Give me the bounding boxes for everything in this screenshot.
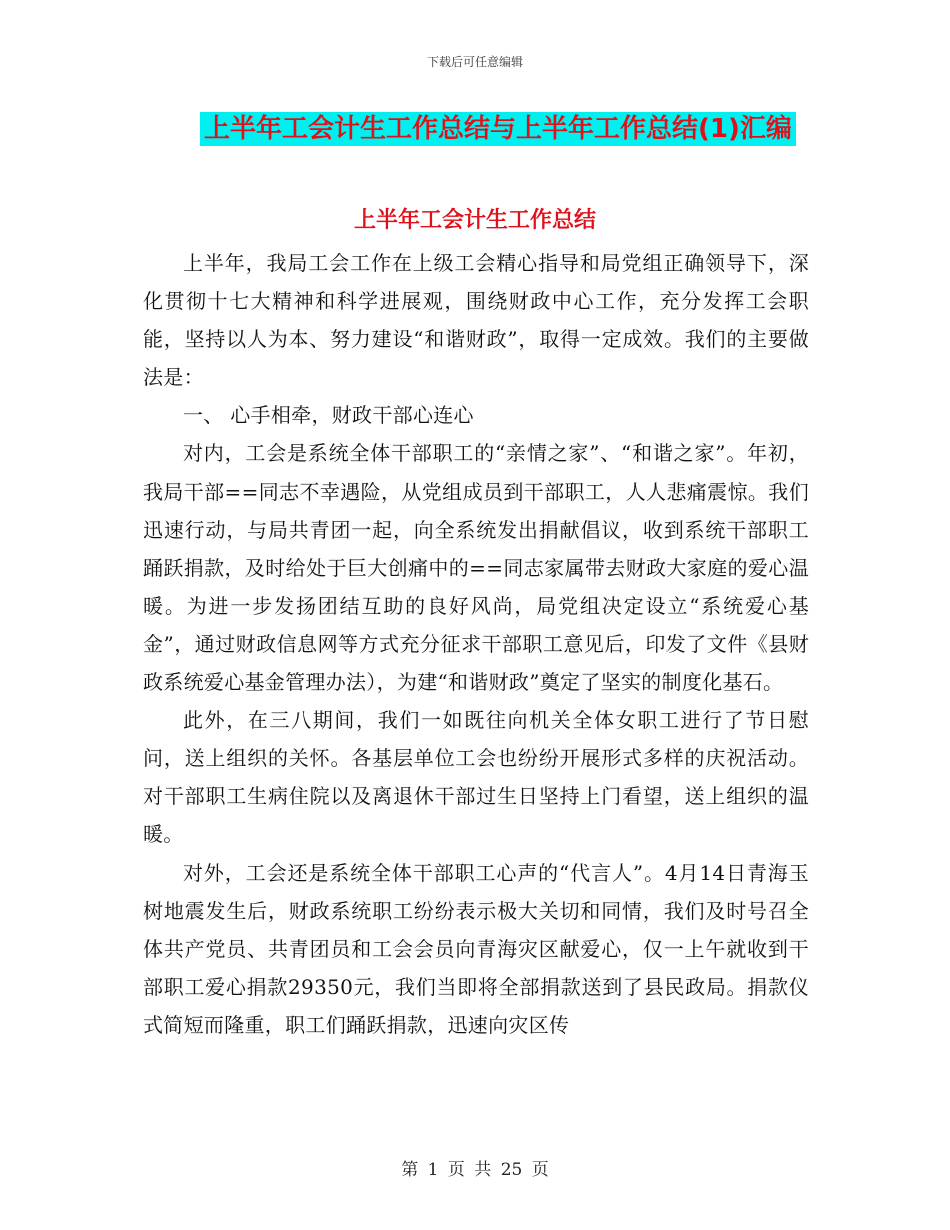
section-heading-1: 一、 心手相牵，财政干部心连心 bbox=[183, 403, 474, 428]
document-body bbox=[143, 244, 809, 1044]
paragraph-womens-day: 此外，在三八期间，我们一如既往向机关全体女职工进行了节日慰问，送上组织的关怀。各基层单位工会也纷纷开展形式多样的庆祝活动。对干部职工生病住院以及离退休干部过生日坚持上门看望，送上组织的温暖。 bbox=[143, 708, 809, 847]
paragraph-internal: 对内，工会是系统全体干部职工的“亲情之家”、“和谐之家”。年初，我局干部==同志不幸遇险，从党组成员到干部职工，人人悲痛震惊。我们迅速行动，与局共青团一起，向全系统发出捐献倡议，收到系统干部职工踊跃捐款，及时给处于巨大创痛中的==同志家属带去财政大家庭的爱心温暖。为进一步发扬团结互助的良好风尚，局党组决定设立“系统爱心基金”，通过财政信息网等方式充分征求干部职工意见后，印发了文件《县财政系统爱心基金管理办法），为建“和谐财政”奠定了坚实的制度化基石。 bbox=[143, 441, 809, 695]
paragraph-external: 对外，工会还是系统全体干部职工心声的“代言人”。4月14日青海玉树地震发生后，财政系统职工纷纷表示极大关切和同情，我们及时号召全体共产党员、共青团员和工会会员向青海灾区献爱心，仅一上午就收到干部职工爱心捐款29350元，我们当即将全部捐款送到了县民政局。捐款仪式简短而隆重，职工们踊跃捐款，迅速向灾区传 bbox=[143, 860, 809, 1037]
paragraph-intro: 上半年，我局工会工作在上级工会精心指导和局党组正确领导下，深化贯彻十七大精神和科学进展观，围绕财政中心工作，充分发挥工会职能，坚持以人为本、努力建设“和谐财政”，取得一定成效。我们的主要做法是： bbox=[143, 251, 809, 390]
document-title: 上半年工会计生工作总结与上半年工作总结(1)汇编 bbox=[200, 112, 796, 146]
section-title: 上半年工会计生工作总结 bbox=[353, 208, 596, 233]
page-footer: 第 1 页 共 25 页 bbox=[401, 1160, 549, 1180]
header-note: 下载后可任意编辑 bbox=[426, 55, 523, 69]
